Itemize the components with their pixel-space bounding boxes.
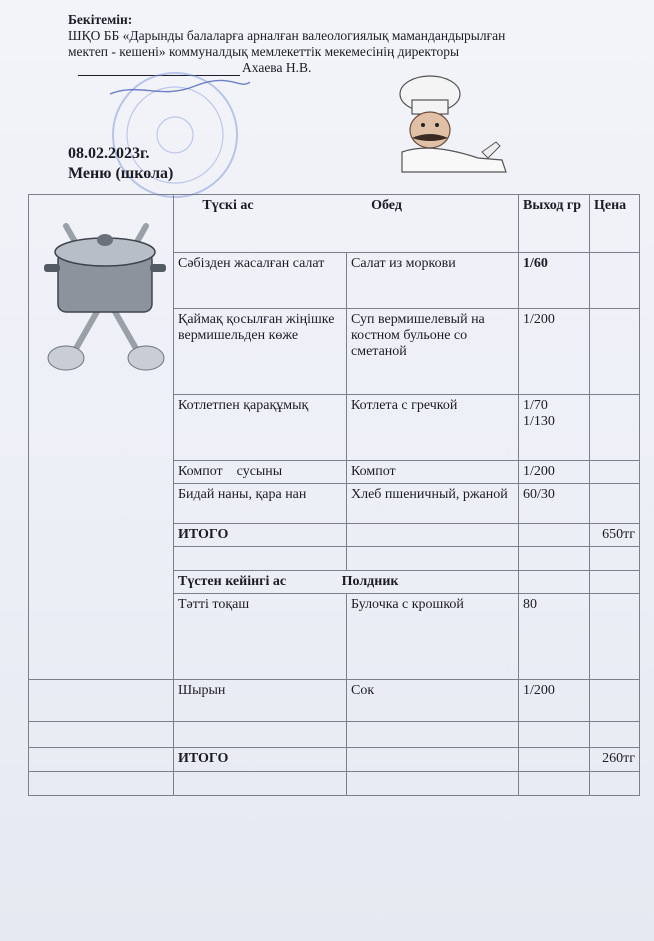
empty-cell: [519, 772, 590, 796]
snack-total-row: [29, 748, 640, 772]
dish-output: 80: [519, 594, 590, 680]
date-block: [68, 144, 173, 184]
dish-ru: Хлеб пшеничный, ржаной: [347, 484, 519, 524]
empty-row: [29, 772, 640, 796]
empty-cell: [590, 772, 640, 796]
empty-cell: [590, 722, 640, 748]
signature-row: [68, 60, 628, 76]
dish-ru: Булочка с крошкой: [347, 594, 519, 680]
approval-line-2: мектеп - кешені» коммуналдық мемлекеттік мекемесінің директоры: [68, 44, 460, 59]
dish-output: 1/60: [519, 253, 590, 309]
empty-cell: [174, 722, 347, 748]
lunch-header-ru: Обед: [371, 198, 402, 213]
empty-cell: [174, 772, 347, 796]
dish-price: [590, 594, 640, 680]
price-header: Цена: [590, 195, 640, 253]
dish-price: [590, 461, 640, 484]
chef-illustration-icon: [382, 72, 522, 180]
empty-cell: [174, 547, 347, 571]
menu-title: Меню (школа): [68, 165, 174, 182]
empty-cell: [29, 772, 174, 796]
dish-kz: Сәбізден жасалған салат: [174, 253, 347, 309]
empty-cell: [519, 722, 590, 748]
dish-kz: Тәтті тоқаш: [174, 594, 347, 680]
total-label: ИТОГО: [174, 524, 347, 547]
dish-price: [590, 309, 640, 395]
lunch-header-cell: [174, 195, 519, 253]
approval-block: [68, 12, 628, 76]
empty-row: [29, 722, 640, 748]
table-row: [29, 680, 640, 722]
dish-kz: Шырын: [174, 680, 347, 722]
dish-kz: Компот сусыны: [174, 461, 347, 484]
empty-cell: [347, 722, 519, 748]
empty-cell: [590, 547, 640, 571]
snack-header-cell: [174, 571, 519, 594]
dish-kz: Қаймақ қосылған жіңішке вермишельден көже: [174, 309, 347, 395]
lunch-total-price: 650тг: [590, 524, 640, 547]
dish-ru: Сок: [347, 680, 519, 722]
empty-cell: [590, 571, 640, 594]
dish-ru: Салат из моркови: [347, 253, 519, 309]
dish-output: 1/70 1/130: [519, 395, 590, 461]
empty-cell: [347, 547, 519, 571]
dish-ru: Компот: [347, 461, 519, 484]
empty-cell: [519, 524, 590, 547]
empty-cell: [347, 524, 519, 547]
menu-table: [28, 194, 640, 796]
signature-line: [78, 62, 240, 76]
dish-price: [590, 253, 640, 309]
snack-total-price: 260тг: [590, 748, 640, 772]
dish-kz: Бидай наны, қара нан: [174, 484, 347, 524]
dish-output: 1/200: [519, 680, 590, 722]
dish-output: 1/200: [519, 461, 590, 484]
empty-cell: [347, 772, 519, 796]
approval-line-1: ШҚО ББ «Дарынды балаларға арналған валеологиялық мамандандырылған: [68, 28, 506, 43]
dish-kz: Котлетпен қарақұмық: [174, 395, 347, 461]
snack-header-kz: Түстен кейінгі ас: [178, 574, 287, 589]
dish-output: 60/30: [519, 484, 590, 524]
dish-ru: Котлета с гречкой: [347, 395, 519, 461]
snack-header-ru: Полдник: [341, 574, 399, 589]
total-label: ИТОГО: [174, 748, 347, 772]
lunch-header-kz: Түскі ас: [202, 198, 254, 213]
empty-cell: [519, 748, 590, 772]
empty-cell: [29, 680, 174, 722]
empty-cell: [29, 722, 174, 748]
image-cell: [29, 195, 174, 680]
dish-output: 1/200: [519, 309, 590, 395]
lunch-header-row: [29, 195, 640, 253]
menu-date: 08.02.2023г.: [68, 145, 150, 162]
dish-price: [590, 680, 640, 722]
empty-cell: [29, 748, 174, 772]
dish-price: [590, 484, 640, 524]
output-header: Выход гр: [519, 195, 590, 253]
signer-name: Ахаева Н.В.: [242, 60, 312, 75]
dish-price: [590, 395, 640, 461]
empty-cell: [519, 571, 590, 594]
dish-ru: Суп вермишелевый на костном бульоне со сметаной: [347, 309, 519, 395]
empty-cell: [519, 547, 590, 571]
approval-title: Бекітемін:: [68, 12, 133, 27]
empty-cell: [347, 748, 519, 772]
